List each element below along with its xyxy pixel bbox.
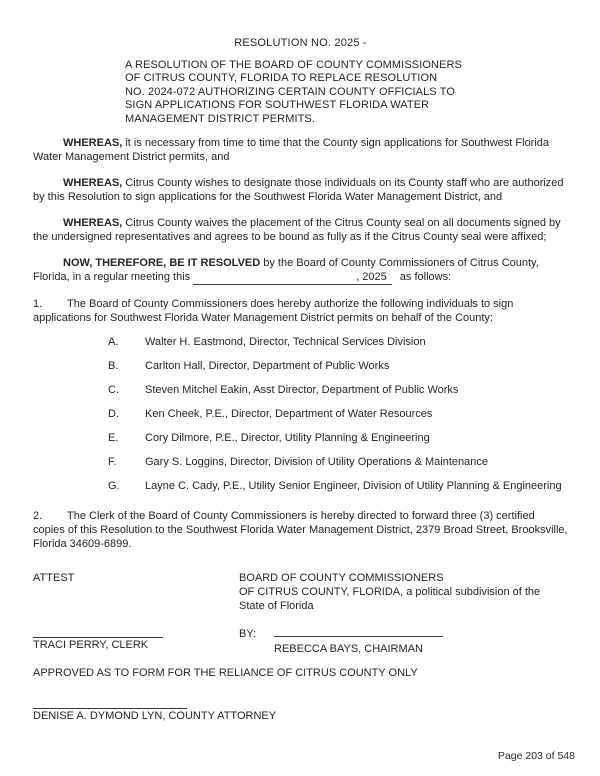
resolution-title: RESOLUTION NO. 2025 - xyxy=(234,37,367,49)
resolved-text-after: as follows: xyxy=(399,271,452,284)
chairman-signature-line xyxy=(274,624,443,637)
attorney-signature-line xyxy=(33,694,187,709)
official-text: Steven Mitchel Eakin, Asst Director, Department of Public Works xyxy=(145,384,459,397)
whereas-paragraph-2 xyxy=(33,176,568,204)
attorney-name: DENISE A. DYMOND LYN, COUNTY ATTORNEY xyxy=(33,710,277,723)
clause-text: The Clerk of the Board of County Commissioners is hereby directed to forward three (3) certified copies of this Resolution to the Southwest Florida Water Management District, 2379 Broad Street, Brooksville, Florida 34609-6899. xyxy=(33,510,568,551)
official-letter: E. xyxy=(108,432,119,445)
clause-number: 1. xyxy=(33,298,43,311)
board-line: OF CITRUS COUNTY, FLORIDA, a political subdivision of the xyxy=(239,586,541,599)
attest-column xyxy=(33,571,239,656)
attest-label: ATTEST xyxy=(33,572,75,585)
resolved-text: by the Board of County Commissioners of Citrus County, Florida, in a regular meeting this xyxy=(33,257,539,284)
whereas-lead: WHEREAS, xyxy=(63,177,123,190)
heading-line: OF CITRUS COUNTY, FLORIDA TO REPLACE RESOLUTION xyxy=(125,72,438,85)
official-letter: C. xyxy=(108,384,119,397)
official-letter: A. xyxy=(108,336,119,349)
resolved-paragraph xyxy=(33,256,568,285)
signature-section xyxy=(33,571,568,656)
official-text: Walter H. Eastmond, Director, Technical Services Division xyxy=(145,336,426,349)
official-item-a xyxy=(33,335,568,349)
meeting-year: , 2025 xyxy=(356,271,387,284)
official-letter: B. xyxy=(108,360,119,373)
heading-line: SIGN APPLICATIONS FOR SOUTHWEST FLORIDA WATER xyxy=(125,99,430,112)
resolved-lead: NOW, THEREFORE, BE IT RESOLVED xyxy=(63,257,261,270)
official-item-g xyxy=(33,479,568,493)
official-letter: D. xyxy=(108,408,119,421)
official-text: Cory Dilmore, P.E., Director, Utility Planning & Engineering xyxy=(145,432,430,445)
official-item-e xyxy=(33,431,568,445)
meeting-date-blank-line xyxy=(193,270,392,285)
clause-number: 2. xyxy=(33,510,43,523)
heading-line: NO. 2024-072 AUTHORIZING CERTAIN COUNTY OFFICIALS TO xyxy=(125,85,455,98)
clerk-signature-line xyxy=(33,623,163,638)
official-text: Layne C. Cady, P.E., Utility Senior Engineer, Division of Utility Planning & Engineering xyxy=(145,480,562,493)
whereas-paragraph-3 xyxy=(33,216,568,244)
heading-line: A RESOLUTION OF THE BOARD OF COUNTY COMMISSIONERS xyxy=(125,59,462,71)
whereas-lead: WHEREAS, xyxy=(63,137,123,150)
clause-1 xyxy=(33,297,568,325)
official-text: Ken Cheek, P.E., Director, Department of Water Resources xyxy=(145,408,433,421)
whereas-text: Citrus County waives the placement of the Citrus County seal on all documents signed by the undersigned representatives and agrees to be bound as fully as if the Citrus County seal were affixed; xyxy=(33,217,561,244)
whereas-text: Citrus County wishes to designate those individuals on its County staff who are authorized by this Resolution to sign applications for the Southwest Florida Water Management District, and xyxy=(33,177,564,204)
official-item-f xyxy=(33,455,568,469)
chairman-name: REBECCA BAYS, CHAIRMAN xyxy=(274,643,423,656)
official-letter: F. xyxy=(108,456,117,469)
official-text: Carlton Hall, Director, Department of Public Works xyxy=(145,360,390,373)
approved-as-to-form-line: APPROVED AS TO FORM FOR THE RELIANCE OF CITRUS COUNTY ONLY xyxy=(33,667,418,680)
whereas-lead: WHEREAS, xyxy=(63,217,123,230)
official-item-c xyxy=(33,383,568,397)
clause-2 xyxy=(33,509,568,551)
board-line: BOARD OF COUNTY COMMISSIONERS xyxy=(239,572,444,585)
official-item-d xyxy=(33,407,568,421)
official-text: Gary S. Loggins, Director, Division of Utility Operations & Maintenance xyxy=(145,456,488,469)
heading-line: MANAGEMENT DISTRICT PERMITS. xyxy=(125,112,316,125)
clause-text: The Board of County Commissioners does hereby authorize the following individuals to sign applications for Southwest Florida Water Management District permits on behalf of the County: xyxy=(33,298,514,325)
by-label: BY: xyxy=(239,628,257,641)
resolution-heading xyxy=(125,59,491,126)
officials-list xyxy=(33,335,568,493)
page-number-label: Page 203 of 548 xyxy=(497,750,575,762)
clerk-name: TRACI PERRY, CLERK xyxy=(33,639,149,652)
official-item-b xyxy=(33,359,568,373)
by-row xyxy=(239,624,568,641)
board-column xyxy=(239,571,568,656)
whereas-paragraph-1 xyxy=(33,136,568,164)
official-letter: G. xyxy=(108,480,120,493)
board-line: State of Florida xyxy=(239,600,314,613)
whereas-text: it is necessary from time to time that the County sign applications for Southwest Florida Water Management District permits, and xyxy=(33,137,550,164)
